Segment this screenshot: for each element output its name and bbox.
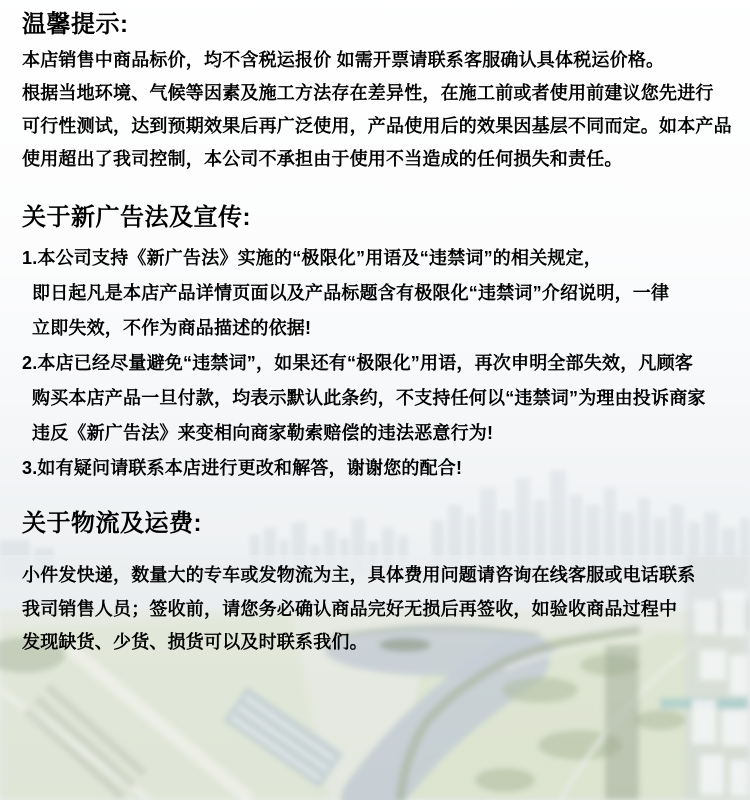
notice-line: 发现缺货、少货、损货可以及时联系我们。 <box>22 632 368 652</box>
section-ad-law <box>22 241 750 486</box>
notice-line: 根据当地环境、气候等因素及施工方法存在差异性，在施工前或者使用前建议您先进行 <box>22 83 714 103</box>
section-title-logistics: 关于物流及运费: <box>22 510 202 537</box>
notice-line: 即日起凡是本店产品详情页面以及产品标题含有极限化“违禁词”介绍说明，一律 <box>32 283 670 303</box>
notice-line: 2.本店已经尽量避免“违禁词”，如果还有“极限化”用语，再次申明全部失效，凡顾客 <box>22 353 694 373</box>
notice-line: 违反《新广告法》来变相向商家勒索赔偿的违法恶意行为! <box>32 423 494 443</box>
section-warm-tips <box>22 44 750 176</box>
notice-line: 1.本公司支持《新广告法》实施的“极限化”用语及“违禁词”的相关规定， <box>22 248 603 268</box>
section-title-ad-law: 关于新广告法及宣传: <box>22 204 251 231</box>
section-logistics <box>22 559 750 660</box>
notice-line: 立即失效，不作为商品描述的依据! <box>32 318 312 338</box>
section-title-warm-tips: 温馨提示: <box>22 11 129 38</box>
notice-line: 我司销售人员；签收前，请您务必确认商品完好无损后再签收，如验收商品过程中 <box>22 598 678 619</box>
notice-line: 本店销售中商品标价，均不含税运报价 如需开票请联系客服确认具体税运价格。 <box>22 50 665 70</box>
notice-line: 可行性测试，达到预期效果后再广泛使用，产品使用后的效果因基层不同而定。如本产品 <box>22 116 732 136</box>
notice-line: 3.如有疑问请联系本店进行更改和解答，谢谢您的配合! <box>22 458 463 478</box>
notice-line: 小件发快递，数量大的专车或发物流为主，具体费用问题请咨询在线客服或电话联系 <box>22 565 696 585</box>
notice-line: 使用超出了我司控制，本公司不承担由于使用不当造成的任何损失和责任。 <box>22 149 623 169</box>
notice-line: 购买本店产品一旦付款，均表示默认此条约，不支持任何以“违禁词”为理由投诉商家 <box>32 388 706 408</box>
